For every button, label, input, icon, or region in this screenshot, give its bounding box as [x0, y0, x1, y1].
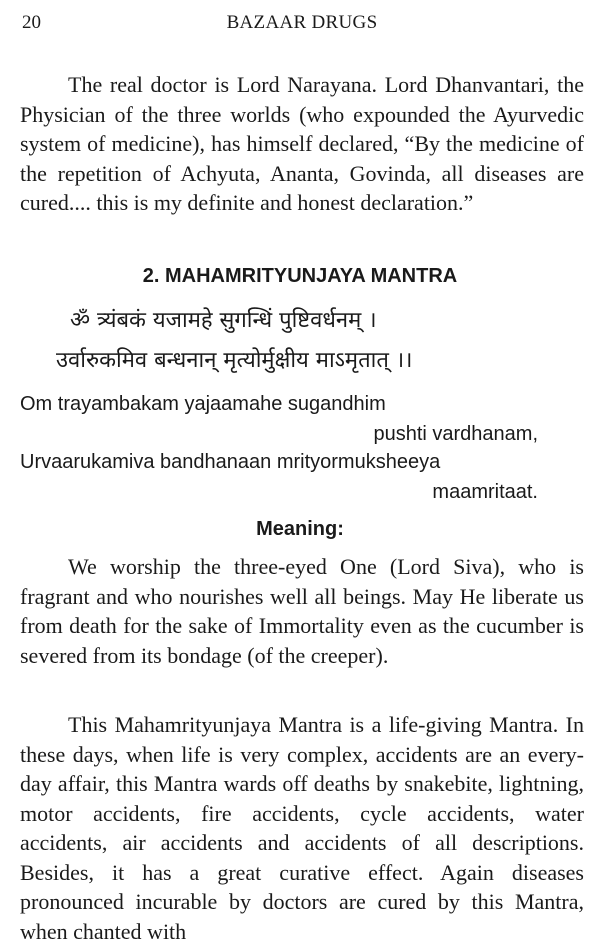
- mantra-devanagari-line-1: ॐ त्र्यंबकं यजामहे सुगन्धिं पुष्टिवर्धनम् ।: [70, 308, 377, 333]
- mantra-transliteration-line-1: Om trayambakam yajaamahe sugandhim: [20, 393, 386, 415]
- paragraph-meaning: We worship the three-eyed One (Lord Siva), who is fragrant and who nourishes well all beings. May He liberate us from death for the sake of Immortality even as the cucumber is severed from its bondage (of the creeper).: [20, 554, 584, 668]
- page-number: 20: [22, 12, 41, 33]
- section-heading: 2. MAHAMRITYUNJAYA MANTRA: [142, 265, 458, 287]
- page-header: [22, 12, 582, 40]
- mantra-transliteration-line-4: maamritaat.: [432, 481, 538, 503]
- meaning-heading: Meaning:: [256, 518, 344, 540]
- paragraph-mantra-benefits: This Mahamrityunjaya Mantra is a life-giving Mantra. In these days, when life is very complex, accidents are an every-day affair, this Mantra wards off deaths by snakebite, lightning, motor accidents, fire accidents, cycle accidents, water accidents, air accidents and accidents of all descriptions. Besides, it has a great curative effect. Again diseases pronounced incurable by doctors are cured by this Mantra, when chanted with: [20, 712, 584, 944]
- mantra-transliteration-line-2: pushti vardhanam,: [373, 423, 538, 445]
- running-head: BAZAAR DRUGS: [226, 12, 378, 33]
- paragraph-narayana: The real doctor is Lord Narayana. Lord Dhanvantari, the Physician of the three worlds (who expounded the Ayurvedic system of medicine), has himself declared, “By the medicine of the repetition of Achyuta, Ananta, Govinda, all diseases are cured.... this is my definite and honest declaration.”: [20, 72, 584, 215]
- mantra-transliteration-line-3: Urvaarukamiva bandhanaan mrityormuksheeya: [20, 451, 441, 473]
- mantra-devanagari-line-2: उर्वारुकमिव बन्धनान् मृत्योर्मुक्षीय माऽमृतात् ।।: [56, 348, 413, 373]
